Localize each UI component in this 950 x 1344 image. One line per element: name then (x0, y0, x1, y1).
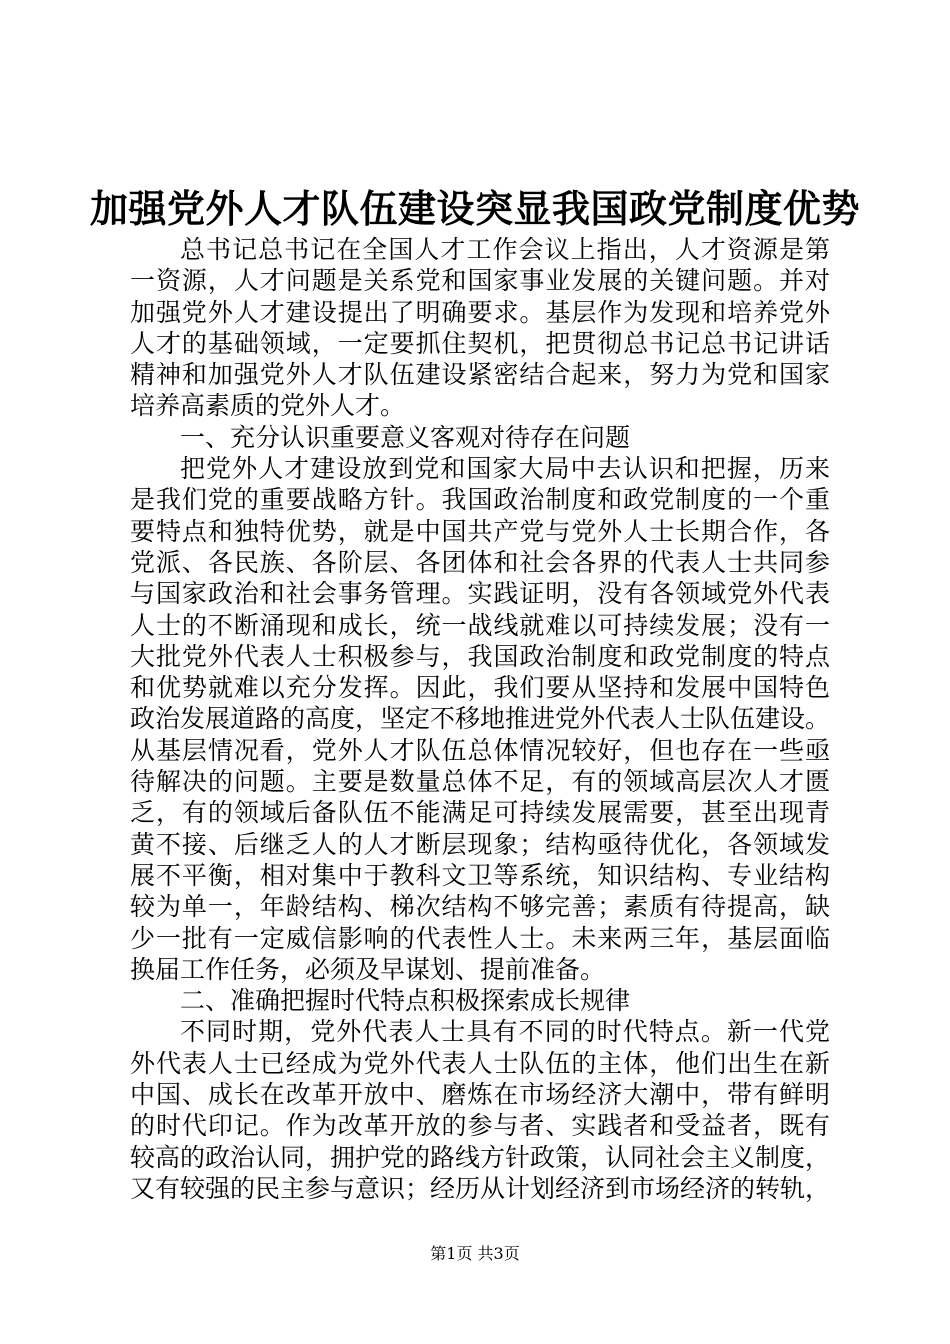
document-title: 加强党外人才队伍建设突显我国政党制度优势 (89, 186, 860, 231)
text-line: 大批党外代表人士积极参与，我国政治制度和政党制度的特点 (130, 641, 830, 671)
text-line: 从基层情况看，党外人才队伍总体情况较好，但也存在一些亟 (130, 735, 830, 765)
text-line: 不同时期，党外代表人士具有不同的时代特点。新一代党 (180, 1017, 830, 1047)
text-line: 二、准确把握时代特点积极探索成长规律 (180, 986, 631, 1016)
text-line: 一资源，人才问题是关系党和国家事业发展的关键问题。并对 (130, 266, 830, 296)
text-line: 乏，有的领域后备队伍不能满足可持续发展需要，甚至出现青 (130, 798, 830, 828)
text-line: 党派、各民族、各阶层、各团体和社会各界的代表人士共同参 (130, 547, 830, 577)
text-line: 总书记总书记在全国人才工作会议上指出，人才资源是第 (180, 235, 830, 264)
text-line: 人才的基础领域，一定要抓住契机，把贯彻总书记总书记讲话 (130, 328, 830, 358)
text-line: 精神和加强党外人才队伍建设紧密结合起来，努力为党和国家 (130, 360, 830, 390)
text-line: 要特点和独特优势，就是中国共产党与党外人士长期合作，各 (130, 516, 830, 546)
text-line: 较为单一，年龄结构、梯次结构不够完善；素质有待提高，缺 (130, 892, 830, 922)
text-line: 又有较强的民主参与意识；经历从计划经济到市场经济的转轨， (130, 1173, 831, 1203)
document-body (130, 234, 830, 1204)
text-line: 黄不接、后继乏人的人才断层现象；结构亟待优化，各领域发 (130, 829, 830, 859)
text-line: 少一批有一定威信影响的代表性人士。未来两三年，基层面临 (130, 923, 830, 953)
text-line: 较高的政治认同，拥护党的路线方针政策，认同社会主义制度， (130, 1142, 831, 1172)
text-line: 展不平衡，相对集中于教科文卫等系统，知识结构、专业结构 (130, 860, 830, 890)
text-line: 的时代印记。作为改革开放的参与者、实践者和受益者，既有 (130, 1111, 830, 1141)
text-line: 外代表人士已经成为党外代表人士队伍的主体，他们出生在新 (130, 1048, 830, 1078)
text-line: 与国家政治和社会事务管理。实践证明，没有各领域党外代表 (130, 579, 830, 609)
text-line: 把党外人才建设放到党和国家大局中去认识和把握，历来 (180, 454, 830, 484)
text-line: 换届工作任务，必须及早谋划、提前准备。 (130, 954, 606, 984)
text-line: 是我们党的重要战略方针。我国政治制度和政党制度的一个重 (130, 485, 830, 515)
text-line: 待解决的问题。主要是数量总体不足，有的领域高层次人才匮 (130, 767, 830, 797)
text-line: 中国、成长在改革开放中、磨炼在市场经济大潮中，带有鲜明 (130, 1080, 830, 1110)
page-footer: 第1页 共3页 (430, 1244, 520, 1263)
text-line: 加强党外人才建设提出了明确要求。基层作为发现和培养党外 (130, 297, 830, 327)
text-line: 和优势就难以充分发挥。因此，我们要从坚持和发展中国特色 (130, 673, 830, 703)
text-line: 政治发展道路的高度，坚定不移地推进党外代表人士队伍建设。 (130, 704, 831, 734)
text-line: 人士的不断涌现和成长，统一战线就难以可持续发展；没有一 (130, 610, 830, 640)
text-line: 一、充分认识重要意义客观对待存在问题 (180, 422, 631, 452)
text-line: 培养高素质的党外人才。 (130, 391, 406, 421)
